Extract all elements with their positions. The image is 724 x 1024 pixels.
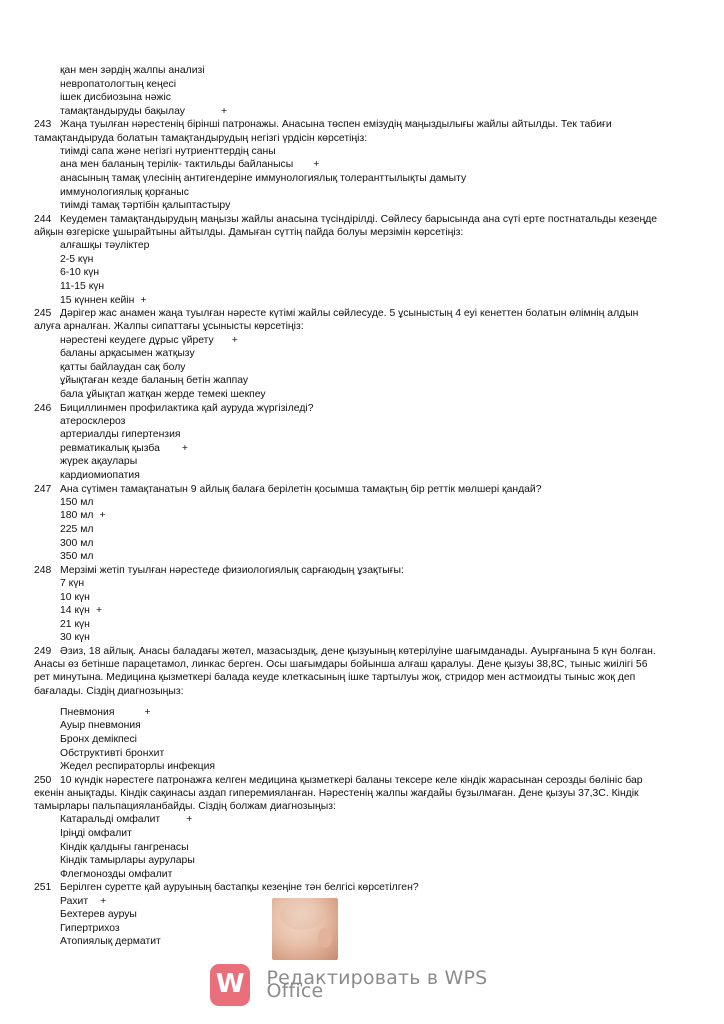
wps-edit-link[interactable]: Редактировать в WPS Office (266, 966, 488, 1002)
question-249: 249 Әзиз, 18 айлық. Анасы баладағы жөтел, мазасыздық, дене қызуының көтерілуіне шағымданады. Ауырғанына 5 күн болған. Анасы өз бетінше парацетамол, линкас берген. Осы шағымдары бойынша алғаш қаралуы. Дене қызуы 38,8С, тыныс жиілігі 56 рет минутына. Медицина қызметкері балада кеудe клеткасының ішке тартылуы жоқ, стридор мен астмоидты тыныс жоқ деп бағалады. Сіздің диагнозыңыз: (34, 646, 656, 697)
list-item: 21 күн (60, 618, 90, 630)
list-item: Флегмонозды омфалит (60, 868, 173, 880)
list-item: ревматикалық қызба + (60, 442, 188, 454)
list-item: Кіндік қалдығы гангренасы (60, 841, 189, 853)
list-item: тиімді сапа және негізгі нутриенттердің саны (60, 145, 276, 157)
list-item: тиімді тамақ тәртібін қалыптастыру (60, 200, 231, 212)
list-item: 300 мл (60, 537, 94, 549)
list-item: 350 мл (60, 551, 94, 563)
question-246: 246 Бициллинмен профилактика қай ауруда жүргізіледі? (34, 402, 314, 414)
correct-mark: + (144, 706, 151, 718)
list-item: Рахит + (60, 895, 107, 907)
list-item: 6-10 күн (60, 267, 100, 279)
wps-edit-banner[interactable] (210, 962, 540, 1008)
list-item: қан мен зәрдің жалпы анализі (60, 65, 205, 76)
list-item: ана мен баланың терілік- тактильды байланысы + (60, 159, 320, 171)
correct-mark: + (220, 105, 228, 117)
correct-mark: + (231, 334, 238, 346)
list-item: нәрестені кеудеге дұрыс үйрету + (60, 334, 238, 346)
list-item: баланы арқасымен жатқызу (60, 348, 195, 360)
question-248: 248 Мерзімі жетіп туылған нәрестеде физиологиялық сарғаюдың ұзақтығы: (34, 564, 404, 576)
question-243: 243 Жаңа туылған нәрестенің бірінші патронажы. Анасына төспен емізудің маңыздылығы жайлы айтылды. Тек табиғи тамақтандыруда болатын тамақтандырудың негізгі үрдісін көрсетіңіз: (34, 119, 612, 144)
list-item: бала ұйықтап жатқан жерде темекі шекпеу (60, 388, 266, 400)
correct-mark: + (313, 159, 320, 171)
question-250: 250 10 күндік нәрестеге патронажға келген медицина қызметкері баланы тексере келе кіндік жарасынан серозды бөлініс бар екенін анықтады. Кіндік сақинасы аздап гиперемияланған. Нәрестенің жалпы жағдайы бұзылмаған. Дене қызуы 37,3С. Кіндік тамырлары пальпацияланбайды. Сіздің болжам диагнозыңыз: (34, 774, 643, 813)
correct-mark: + (181, 442, 188, 454)
list-item: анасының тамақ үлесінің антигендеріне иммунологиялық толеранттылықты дамыту (60, 172, 467, 184)
list-item: Бехтерев ауруы (60, 909, 137, 921)
correct-mark: + (99, 510, 106, 522)
list-item: тамақтандыруды бақылау + (60, 105, 228, 117)
list-item: иммунологиялық қорғаныс (60, 186, 189, 198)
question-245: 245 Дәрігер жас анамен жаңа туылған нәресте күтімі жайлы сөйлесуде. 5 ұсыныстың 4 еуі кенеттен болатын өлімнің алдын алуға арналған. Жалпы сипаттағы ұсынысты көрсетіңіз: (34, 308, 639, 333)
wps-logo-icon[interactable]: W (210, 964, 250, 1006)
list-item: Обструктивті бронхит (60, 747, 165, 759)
list-item: ішек дисбиозына нәжіс (60, 92, 171, 104)
list-item: қатты байлаудан сақ болу (60, 361, 186, 373)
list-item: 150 мл (60, 496, 94, 508)
list-item: 11-15 күн (60, 280, 105, 292)
infant-hair-shape (280, 900, 324, 930)
infant-head-photo (272, 898, 338, 960)
list-item: 2-5 күн (60, 253, 94, 265)
list-item: атеросклероз (60, 415, 126, 427)
list-item: Гипертрихоз (60, 922, 120, 934)
correct-mark: + (95, 605, 103, 617)
list-item: Жедел респираторлы инфекция (60, 761, 216, 773)
list-item: артериалды гипертензия (60, 429, 181, 441)
list-item: 14 күн + (60, 605, 103, 617)
question-247: 247 Ана сүтімен тамақтанатын 9 айлық балаға берілетін қосымша тамақтың бір реттік мөлшері қандай? (34, 483, 542, 495)
list-item: 15 күннен кейін + (60, 294, 147, 306)
list-item: кардиомиопатия (60, 470, 140, 482)
list-item: невропатологтың кеңесі (60, 78, 177, 90)
correct-mark: + (100, 895, 107, 907)
correct-mark: + (140, 294, 147, 306)
list-item: жүрек ақаулары (60, 456, 138, 468)
list-item: алғашқы тәуліктер (60, 240, 150, 252)
list-item: Катаральді омфалит + (60, 814, 193, 826)
list-item: Бронх демікпесі (60, 734, 137, 746)
list-item: Атопиялық дерматит (60, 936, 161, 948)
list-item: Ауыр пневмония (60, 720, 141, 732)
list-item: 225 мл (60, 524, 94, 536)
list-item: 30 күн (60, 632, 90, 644)
list-item: Іріңді омфалит (60, 828, 132, 839)
question-244: 244 Кеудемен тамақтандырудың маңызы жайлы анасына түсіндірілді. Сөйлесу барысында ана сүті ерте постнатальды кезеңде айқын өзгеріске ұшырайтыны айтылды. Дамыған сүттің пайда болуы мерзімін көрсетіңіз: (34, 213, 658, 238)
list-item: 7 күн (60, 578, 85, 590)
infant-ear-shape (318, 928, 332, 948)
list-item: Кіндік тамырлары аурулары (60, 855, 195, 867)
document-page (0, 64, 724, 949)
list-item: 180 мл + (60, 510, 106, 522)
correct-mark: + (186, 814, 193, 826)
list-item: Пневмония + (60, 706, 151, 718)
list-item: ұйықтаған кезде баланың бетін жаппау (60, 375, 249, 387)
list-item: 10 күн (60, 591, 90, 603)
question-251: 251 Берілген суретте қай ауруының бастапқы кезеңіне тән белгісі көрсетілген? (34, 882, 419, 894)
